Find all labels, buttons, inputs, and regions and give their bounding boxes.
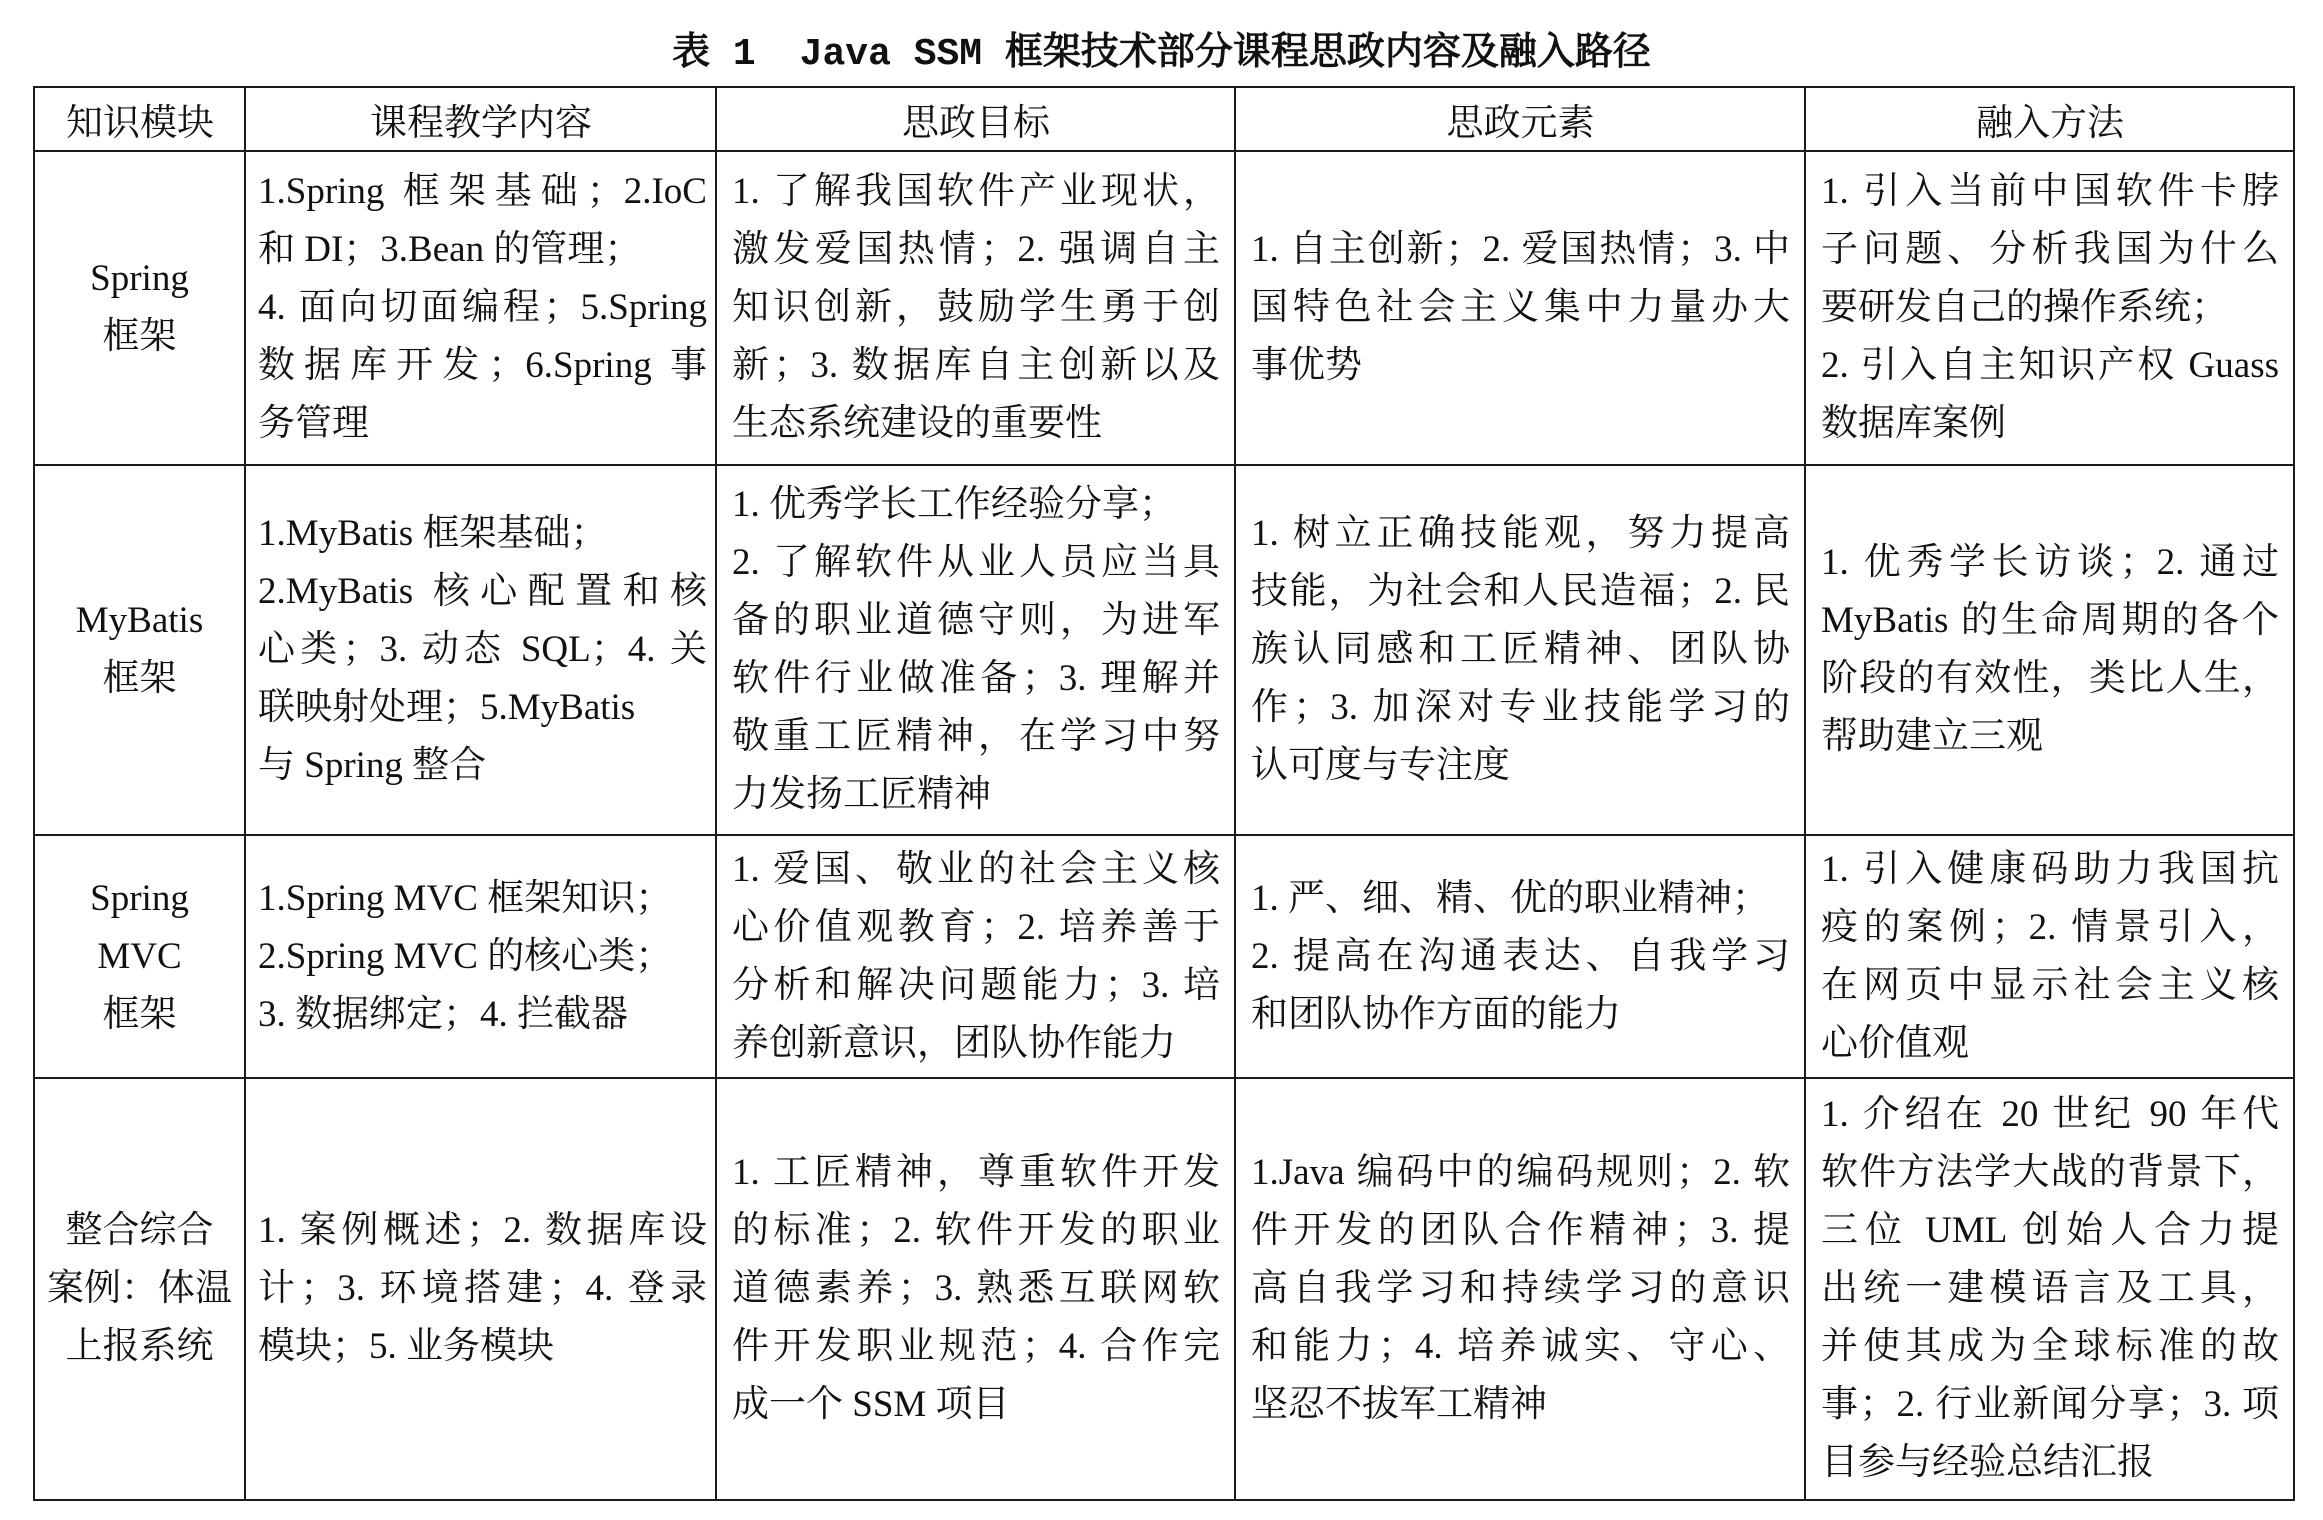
caption-label: 表 1 bbox=[672, 33, 756, 76]
cell-line: 在网页中显示社会主义核 bbox=[1821, 964, 2279, 1006]
table-row bbox=[34, 1078, 2294, 1500]
cell-line: 2. 引入自主知识产权 Guass bbox=[1821, 345, 2279, 386]
goals-cell bbox=[716, 465, 1235, 835]
cell-line: 分析和解决问题能力；3. 培 bbox=[732, 964, 1220, 1006]
header-row bbox=[34, 87, 2294, 151]
cell-line: Spring bbox=[90, 258, 189, 299]
cell-line: 备的职业道德守则，为进军 bbox=[732, 600, 1220, 641]
cell-line: 和 DI；3.Bean 的管理； bbox=[258, 229, 642, 270]
cell-line: 1. 引入健康码助力我国抗 bbox=[1821, 848, 2279, 890]
elements-cell bbox=[1235, 1078, 1805, 1500]
cell-line: 框架 bbox=[102, 993, 177, 1035]
cell-line: 框架 bbox=[102, 316, 177, 357]
cell-line: 子问题、分析我国为什么 bbox=[1821, 229, 2279, 270]
cell-line: 联映射处理；5.MyBatis bbox=[258, 687, 636, 728]
header-cell-ideological-goals: 思政目标 bbox=[716, 87, 1235, 151]
content-cell bbox=[245, 465, 716, 835]
module-cell bbox=[34, 465, 245, 835]
goals-cell bbox=[716, 1078, 1235, 1500]
cell-line: 务管理 bbox=[258, 403, 369, 444]
module-cell bbox=[34, 835, 245, 1078]
cell-line: 族认同感和工匠精神、团队协 bbox=[1251, 629, 1790, 670]
cell-line: 1. 树立正确技能观，努力提高 bbox=[1251, 513, 1790, 554]
cell-line: 目参与经验总结汇报 bbox=[1821, 1442, 2154, 1483]
table-row bbox=[34, 465, 2294, 835]
goals-cell bbox=[716, 151, 1235, 465]
cell-line: 作；3. 加深对专业技能学习的 bbox=[1251, 687, 1790, 728]
cell-line: 道德素养；3. 熟悉互联网软 bbox=[732, 1268, 1220, 1309]
header-cell-knowledge-module: 知识模块 bbox=[34, 87, 245, 151]
cell-line: 力发扬工匠精神 bbox=[732, 774, 991, 815]
table-row bbox=[34, 835, 2294, 1078]
elements-cell bbox=[1235, 151, 1805, 465]
cell-line: 3. 数据绑定；4. 拦截器 bbox=[258, 993, 628, 1035]
cell-line: 生态系统建设的重要性 bbox=[732, 403, 1102, 444]
content-cell bbox=[245, 1078, 716, 1500]
cell-line: 1.Spring MVC 框架知识； bbox=[258, 877, 673, 919]
cell-line: 三位 UML 创始人合力提 bbox=[1821, 1210, 2279, 1251]
methods-cell bbox=[1805, 835, 2294, 1078]
cell-line: 1.Spring 框架基础；2.IoC bbox=[258, 171, 707, 212]
cell-line: 件开发的团队合作精神；3. 提 bbox=[1251, 1210, 1790, 1251]
cell-line: 4. 面向切面编程；5.Spring bbox=[258, 287, 707, 328]
cell-line: 件开发职业规范；4. 合作完 bbox=[732, 1326, 1220, 1367]
table-row bbox=[34, 151, 2294, 465]
cell-line: 软件方法学大战的背景下， bbox=[1821, 1152, 2279, 1193]
cell-line: MVC bbox=[97, 935, 182, 977]
cell-line: 阶段的有效性，类比人生， bbox=[1821, 658, 2279, 699]
cell-line: 2. 了解软件从业人员应当具 bbox=[732, 542, 1220, 583]
cell-line: 1. 了解我国软件产业现状， bbox=[732, 171, 1220, 212]
cell-line: 要研发自己的操作系统； bbox=[1821, 287, 2228, 328]
methods-cell bbox=[1805, 1078, 2294, 1500]
cell-line: 数据库案例 bbox=[1821, 403, 2006, 444]
cell-line: 出统一建模语言及工具， bbox=[1821, 1268, 2279, 1309]
cell-line: 事；2. 行业新闻分享；3. 项 bbox=[1821, 1384, 2279, 1425]
cell-line: 2.Spring MVC 的核心类； bbox=[258, 935, 673, 977]
cell-line: 模块；5. 业务模块 bbox=[258, 1326, 554, 1367]
cell-line: 1. 优秀学长工作经验分享； bbox=[732, 484, 1176, 525]
content-cell bbox=[245, 151, 716, 465]
cell-line: 1. 案例概述；2. 数据库设 bbox=[258, 1210, 707, 1251]
cell-line: 技能，为社会和人民造福；2. 民 bbox=[1251, 571, 1790, 612]
cell-line: 知识创新，鼓励学生勇于创 bbox=[732, 287, 1220, 328]
caption-text: Java SSM 框架技术部分课程思政内容及融入路径 bbox=[799, 33, 1651, 76]
cell-line: 心价值观 bbox=[1821, 1022, 1969, 1064]
cell-line: 坚忍不拔军工精神 bbox=[1251, 1384, 1547, 1425]
cell-line: 帮助建立三观 bbox=[1821, 716, 2043, 757]
cell-line: 疫的案例；2. 情景引入， bbox=[1821, 906, 2279, 948]
cell-line: 新；3. 数据库自主创新以及 bbox=[732, 345, 1220, 386]
cell-line: 认可度与专注度 bbox=[1251, 745, 1510, 786]
cell-line: 1.Java 编码中的编码规则；2. 软 bbox=[1251, 1152, 1790, 1193]
cell-line: 心价值观教育；2. 培养善于 bbox=[732, 906, 1220, 948]
cell-line: 软件行业做准备；3. 理解并 bbox=[732, 658, 1220, 699]
cell-line: 高自我学习和持续学习的意识 bbox=[1251, 1268, 1790, 1309]
cell-line: MyBatis 的生命周期的各个 bbox=[1821, 600, 2279, 641]
cell-line: 框架 bbox=[102, 658, 177, 699]
cell-line: 敬重工匠精神，在学习中努 bbox=[732, 716, 1220, 757]
cell-line: 上报系统 bbox=[65, 1326, 214, 1367]
course-table bbox=[33, 86, 2295, 1501]
cell-line: 和能力；4. 培养诚实、守心、 bbox=[1251, 1326, 1790, 1367]
header-cell-ideological-elements: 思政元素 bbox=[1235, 87, 1805, 151]
cell-line: Spring bbox=[90, 877, 189, 919]
cell-line: 心类；3. 动态 SQL；4. 关 bbox=[258, 629, 707, 670]
cell-line: 2.MyBatis 核心配置和核 bbox=[258, 571, 707, 612]
cell-line: 与 Spring 整合 bbox=[258, 745, 487, 786]
goals-cell bbox=[716, 835, 1235, 1078]
cell-line: 养创新意识，团队协作能力 bbox=[732, 1022, 1176, 1064]
elements-cell bbox=[1235, 465, 1805, 835]
cell-line: 成一个 SSM 项目 bbox=[732, 1384, 1010, 1425]
cell-line: 整合综合 bbox=[65, 1210, 214, 1251]
cell-line: 1. 工匠精神，尊重软件开发 bbox=[732, 1152, 1220, 1193]
module-cell bbox=[34, 1078, 245, 1500]
cell-line: 1. 引入当前中国软件卡脖 bbox=[1821, 171, 2279, 212]
cell-line: 1. 优秀学长访谈；2. 通过 bbox=[1821, 542, 2279, 583]
cell-line: 国特色社会主义集中力量办大 bbox=[1251, 287, 1790, 328]
cell-line: MyBatis bbox=[75, 600, 204, 641]
table-caption bbox=[0, 30, 2323, 80]
cell-line: 2. 提高在沟通表达、自我学习 bbox=[1251, 935, 1790, 977]
cell-line: 1. 严、细、精、优的职业精神； bbox=[1251, 877, 1769, 919]
cell-line: 1. 介绍在 20 世纪 90 年代 bbox=[1821, 1094, 2279, 1135]
methods-cell bbox=[1805, 465, 2294, 835]
elements-cell bbox=[1235, 835, 1805, 1078]
cell-line: 并使其成为全球标准的故 bbox=[1821, 1326, 2279, 1367]
cell-line: 的标准；2. 软件开发的职业 bbox=[732, 1210, 1220, 1251]
methods-cell bbox=[1805, 151, 2294, 465]
module-cell bbox=[34, 151, 245, 465]
cell-line: 激发爱国热情；2. 强调自主 bbox=[732, 229, 1220, 270]
cell-line: 事优势 bbox=[1251, 345, 1362, 386]
cell-line: 案例：体温 bbox=[47, 1268, 232, 1309]
header-cell-integration-methods: 融入方法 bbox=[1805, 87, 2294, 151]
cell-line: 1. 自主创新；2. 爱国热情；3. 中 bbox=[1251, 229, 1790, 270]
cell-line: 数据库开发；6.Spring 事 bbox=[258, 345, 707, 386]
cell-line: 1. 爱国、敬业的社会主义核 bbox=[732, 848, 1220, 890]
content-cell bbox=[245, 835, 716, 1078]
cell-line: 和团队协作方面的能力 bbox=[1251, 993, 1621, 1035]
header-cell-teaching-content: 课程教学内容 bbox=[245, 87, 716, 151]
cell-line: 计；3. 环境搭建；4. 登录 bbox=[258, 1268, 707, 1309]
cell-line: 1.MyBatis 框架基础； bbox=[258, 513, 608, 554]
